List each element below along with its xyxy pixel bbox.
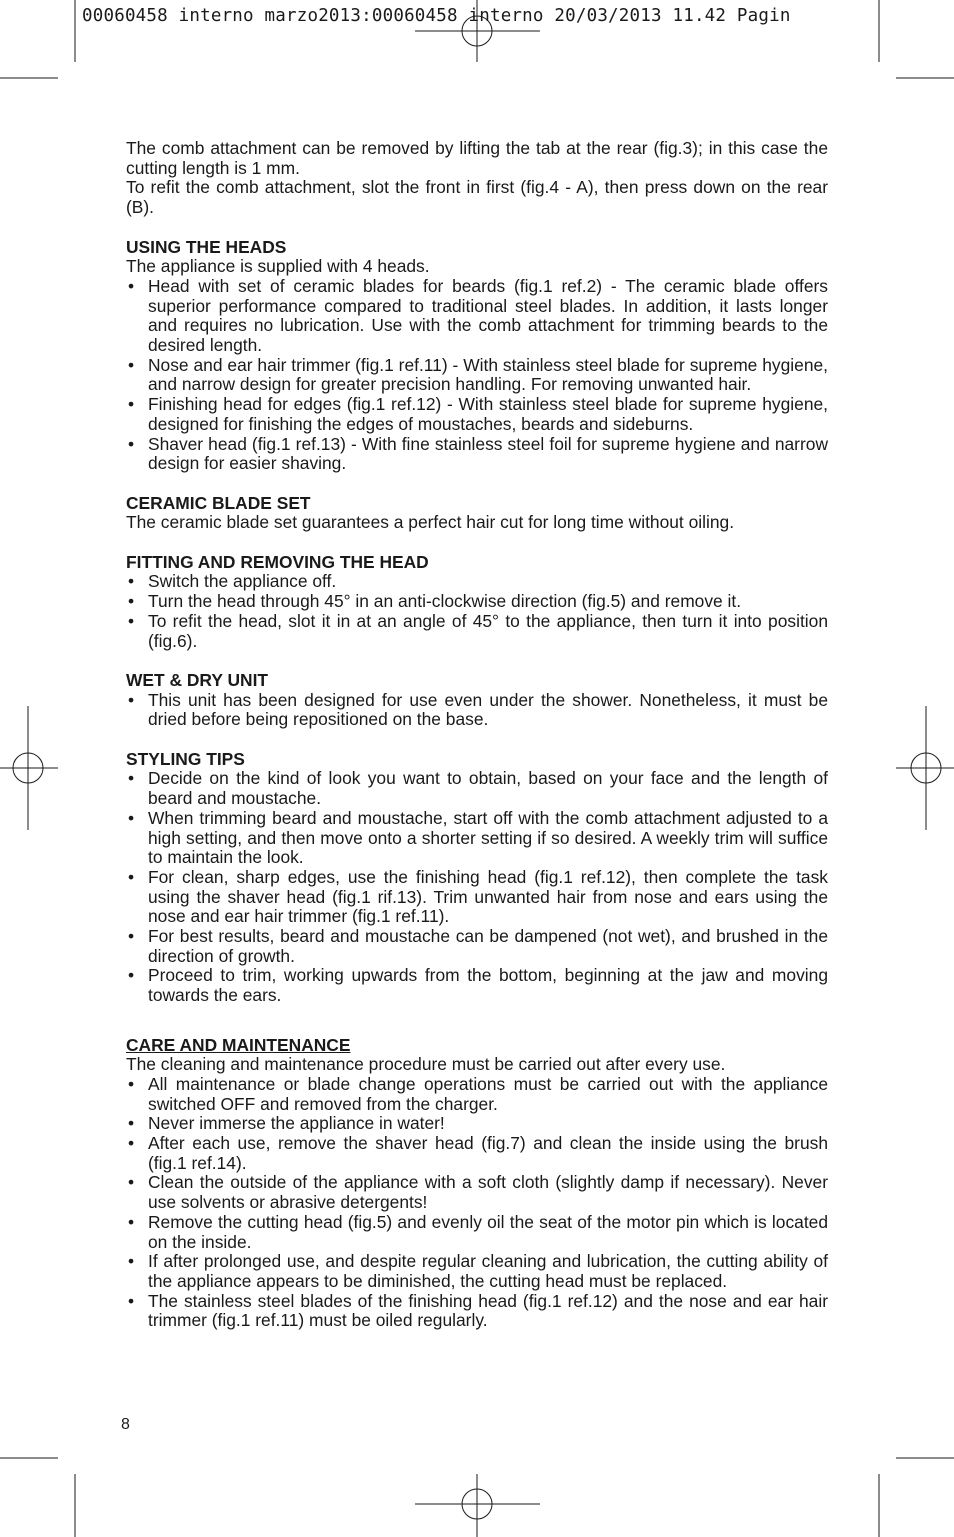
registration-mark bbox=[415, 0, 540, 62]
list-item: • The stainless steel blades of the finishing head (fig.1 ref.12) and the nose and ear hair trimmer (fig.1 ref.11) must be oiled regularly. bbox=[126, 1292, 828, 1331]
list-item: • Clean the outside of the appliance with a soft cloth (slightly damp if necessary). Never use solvents or abrasive detergents! bbox=[126, 1173, 828, 1212]
list-item: • Remove the cutting head (fig.5) and evenly oil the seat of the motor pin which is located on the inside. bbox=[126, 1213, 828, 1252]
section-heading-using-heads: USING THE HEADS bbox=[126, 236, 287, 257]
section-text: The ceramic blade set guarantees a perfect hair cut for long time without oiling. bbox=[126, 512, 735, 533]
list-item: • Never immerse the appliance in water! bbox=[126, 1114, 828, 1134]
page-number: 8 bbox=[121, 1416, 130, 1433]
list-item: • To refit the head, slot it in at an angle of 45° to the appliance, then turn it into position (fig.6). bbox=[126, 612, 828, 651]
intro-paragraph: The comb attachment can be removed by lifting the tab at the rear (fig.3); in this case the cutting length is 1 mm. bbox=[126, 138, 828, 178]
list-item: • When trimming beard and moustache, start off with the comb attachment adjusted to a high setting, and then move onto a shorter setting if so desired. A weekly trim will suffice to maintain the look. bbox=[126, 809, 828, 868]
using-heads-list bbox=[126, 277, 828, 474]
print-slug: 00060458 interno marzo2013:00060458 interno 20/03/2013 11.42 Pagin bbox=[82, 6, 791, 26]
registration-mark bbox=[415, 1474, 540, 1537]
list-item: • Head with set of ceramic blades for beards (fig.1 ref.2) - The ceramic blade offers superior performance compared to traditional steel blades. In addition, it lasts longer and requires no lubrication. Use with the comb attachment for trimming beards to the desired length. bbox=[126, 277, 828, 356]
list-item: • Shaver head (fig.1 ref.13) - With fine stainless steel foil for supreme hygiene and narrow design for easier shaving. bbox=[126, 435, 828, 474]
list-item: • For best results, beard and moustache can be dampened (not wet), and brushed in the direction of growth. bbox=[126, 927, 828, 966]
list-item: • Decide on the kind of look you want to obtain, based on your face and the length of beard and moustache. bbox=[126, 769, 828, 808]
list-item: • All maintenance or blade change operations must be carried out with the appliance switched OFF and removed from the charger. bbox=[126, 1075, 828, 1114]
list-item: • Turn the head through 45° in an anti-clockwise direction (fig.5) and remove it. bbox=[126, 592, 828, 612]
wet-dry-list bbox=[126, 691, 828, 730]
section-intro: The appliance is supplied with 4 heads. bbox=[126, 256, 430, 277]
intro-paragraph: To refit the comb attachment, slot the front in first (fig.4 - A), then press down on the rear (B). bbox=[126, 177, 828, 218]
list-item: • Switch the appliance off. bbox=[126, 572, 828, 592]
registration-mark bbox=[0, 706, 58, 830]
section-heading-fitting: FITTING AND REMOVING THE HEAD bbox=[126, 551, 429, 572]
list-item: • Nose and ear hair trimmer (fig.1 ref.11) - With stainless steel blade for supreme hygiene, and narrow design for greater precision handling. For removing unwanted hair. bbox=[126, 356, 828, 395]
list-item: • After each use, remove the shaver head (fig.7) and clean the inside using the brush (fig.1 ref.14). bbox=[126, 1134, 828, 1173]
section-heading-styling: STYLING TIPS bbox=[126, 748, 245, 769]
section-heading-ceramic: CERAMIC BLADE SET bbox=[126, 492, 311, 513]
manual-text bbox=[126, 139, 828, 1331]
list-item: • This unit has been designed for use even under the shower. Nonetheless, it must be dried before being repositioned on the base. bbox=[126, 691, 828, 730]
registration-mark bbox=[896, 706, 954, 830]
list-item: • Finishing head for edges (fig.1 ref.12) - With stainless steel blade for supreme hygiene, designed for finishing the edges of moustaches, beards and sideburns. bbox=[126, 395, 828, 434]
care-list bbox=[126, 1075, 828, 1331]
section-intro: The cleaning and maintenance procedure must be carried out after every use. bbox=[126, 1054, 726, 1075]
section-heading-wet-dry: WET & DRY UNIT bbox=[126, 669, 269, 690]
fitting-list bbox=[126, 572, 828, 651]
list-item: • Proceed to trim, working upwards from the bottom, beginning at the jaw and moving towards the ears. bbox=[126, 966, 828, 1005]
styling-list bbox=[126, 769, 828, 1005]
section-heading-care: CARE AND MAINTENANCE bbox=[126, 1034, 351, 1055]
list-item: • For clean, sharp edges, use the finishing head (fig.1 ref.12), then complete the task using the shaver head (fig.1 rif.13). Trim unwanted hair from nose and ears using the nose and ear hair trimmer (fig.1 ref.11). bbox=[126, 868, 828, 927]
list-item: • If after prolonged use, and despite regular cleaning and lubrication, the cutting ability of the appliance appears to be diminished, the cutting head must be replaced. bbox=[126, 1252, 828, 1291]
